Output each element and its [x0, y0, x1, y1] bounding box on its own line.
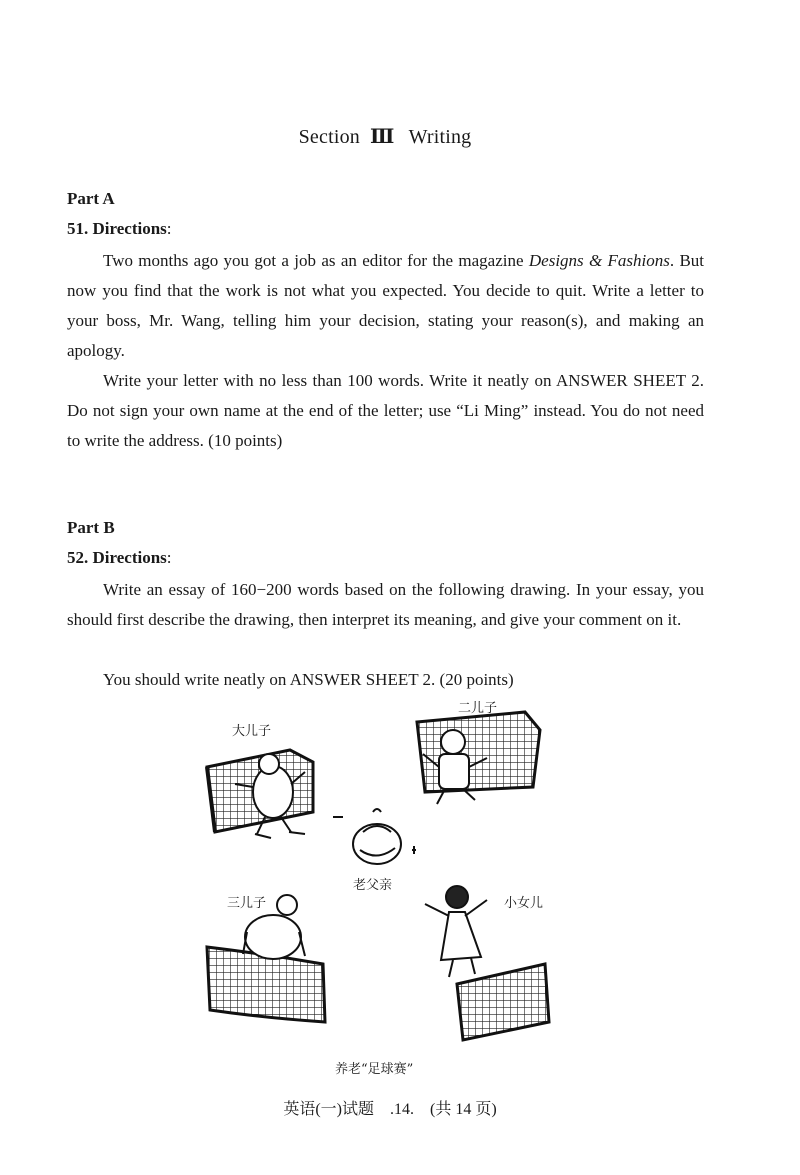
section-heading: [0, 124, 770, 149]
part-b-directions-colon: :: [166, 548, 172, 567]
goal-second-son: [417, 712, 540, 792]
magazine-title: Designs & Fashions: [528, 251, 670, 270]
part-a-directions-colon: :: [166, 219, 172, 238]
figure-old-father: [333, 809, 416, 864]
part-a-p1-before: Two months ago you got a job as an editor for the magazine: [103, 251, 529, 270]
section-name: Writing: [408, 126, 472, 148]
cartoon-caption: 养老“足球赛”: [335, 1062, 414, 1077]
part-a-paragraph-2: Write your letter with no less than 100 words. Write it neatly on ANSWER SHEET 2. Do not sign your own name at the end of the letter; use “Li Ming” instead. You do not need to write the address. (10 points): [67, 371, 704, 450]
label-daughter: 小女儿: [504, 896, 544, 911]
part-b-directions-label: [67, 548, 172, 568]
section-numeral: Ⅲ: [370, 126, 395, 148]
part-a-paragraph-1: [67, 246, 704, 366]
football-cartoon: [195, 692, 565, 1082]
part-a-p1-after: . But now you find that the work is not what you expected. You decide to quit. Write a letter to your boss, Mr. Wang, telling him your decision, stating your reason(s), and making an apology.: [67, 251, 705, 360]
label-eldest-son: 大儿子: [232, 724, 272, 739]
part-b-paragraph-1: Write an essay of 160−200 words based on the following drawing. In your essay, you should first describe the drawing, then interpret its meaning, and give your comment on it.: [67, 580, 704, 629]
section-label: Section: [298, 126, 360, 148]
page-footer: 英语(一)试题 .14. (共 14 页): [283, 1101, 497, 1118]
label-old-father: 老父亲: [353, 878, 393, 893]
part-a-title: Part A: [67, 189, 115, 208]
label-third-son: 三儿子: [227, 896, 267, 911]
part-b-title: Part B: [67, 518, 115, 537]
part-b-directions-text: 52. Directions: [67, 548, 167, 567]
label-second-son: 二儿子: [458, 701, 498, 716]
part-a-directions-label: [67, 219, 172, 239]
part-a-directions-text: 51. Directions: [67, 219, 167, 238]
figure-daughter: [425, 886, 487, 977]
part-b-paragraph-2: You should write neatly on ANSWER SHEET 2. (20 points): [103, 670, 514, 689]
goal-daughter: [457, 964, 549, 1040]
